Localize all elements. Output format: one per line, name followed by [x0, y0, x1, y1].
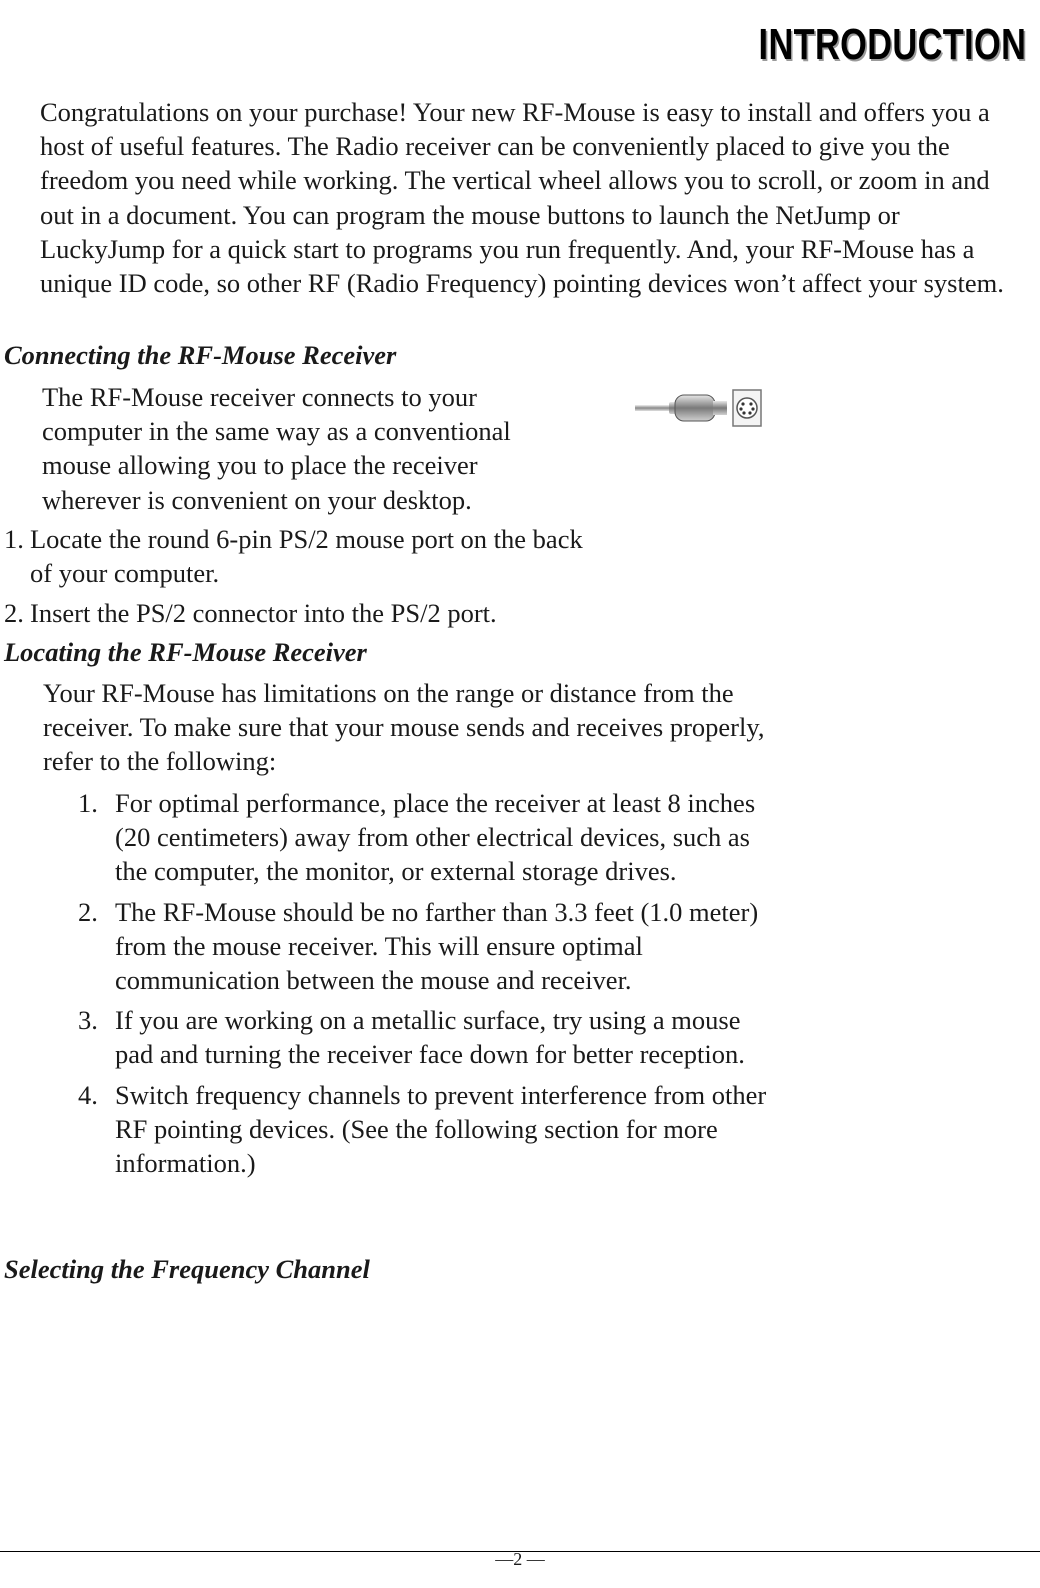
selecting-heading: Selecting the Frequency Channel	[4, 1254, 370, 1284]
list-item	[4, 596, 584, 630]
locating-paragraph: Your RF-Mouse has limitations on the range or distance from the receiver. To make sure that your mouse sends and receives properly, refer to the following:	[43, 678, 765, 777]
page-title: INTRODUCTION	[758, 20, 1026, 69]
step-number: 4.	[78, 1079, 98, 1110]
step-number: 1.	[78, 788, 98, 818]
step-text: Switch frequency channels to prevent interference from other RF pointing devices. (See the following section for more information.)	[115, 1079, 767, 1179]
connecting-paragraph: The RF-Mouse receiver connects to your computer in the same way as a conventional mouse allowing you to place the receiver wherever is convenient on your desktop.	[42, 382, 511, 515]
connecting-heading: Connecting the RF-Mouse Receiver	[4, 340, 397, 370]
ps2-connector-icon	[635, 388, 765, 430]
locating-steps	[78, 786, 778, 1186]
locating-heading: Locating the RF-Mouse Receiver	[4, 637, 367, 667]
connecting-steps	[4, 522, 584, 637]
step-number: 2.	[78, 896, 98, 927]
step-text: Insert the PS/2 connector into the PS/2 port.	[30, 598, 497, 629]
list-item	[4, 522, 584, 590]
intro-paragraph: Congratulations on your purchase! Your new RF-Mouse is easy to install and offers you a host of useful features. The Radio receiver can be conveniently placed to give you the freedom you need while working. The vertical wheel allows you to scroll, or zoom in and out in a document. You can program the mouse buttons to launch the NetJump or LuckyJump for a quick start to programs you run frequently. And, your RF-Mouse has a unique ID code, so other RF (Radio Frequency) pointing devices won’t affect your system.	[40, 97, 1004, 299]
step-text: If you are working on a metallic surface, try using a mouse pad and turning the receiver face down for better reception.	[115, 1005, 745, 1070]
step-text: The RF-Mouse should be no farther than 3.3 feet (1.0 meter) from the mouse receiver. This will ensure optimal communication between the mouse and receiver.	[115, 896, 759, 996]
list-item	[78, 786, 778, 889]
step-number: 1.	[4, 524, 24, 554]
step-text: For optimal performance, place the receiver at least 8 inches (20 centimeters) away from other electrical devices, such as the computer, the monitor, or external storage drives.	[115, 788, 756, 887]
list-item	[78, 895, 778, 998]
step-number: 2.	[4, 598, 24, 629]
list-item	[78, 1003, 778, 1071]
page-number: —2 —	[495, 1549, 545, 1569]
step-text: Locate the round 6-pin PS/2 mouse port on the back of your computer.	[30, 524, 583, 589]
step-number: 3.	[78, 1005, 98, 1036]
list-item	[78, 1078, 778, 1181]
